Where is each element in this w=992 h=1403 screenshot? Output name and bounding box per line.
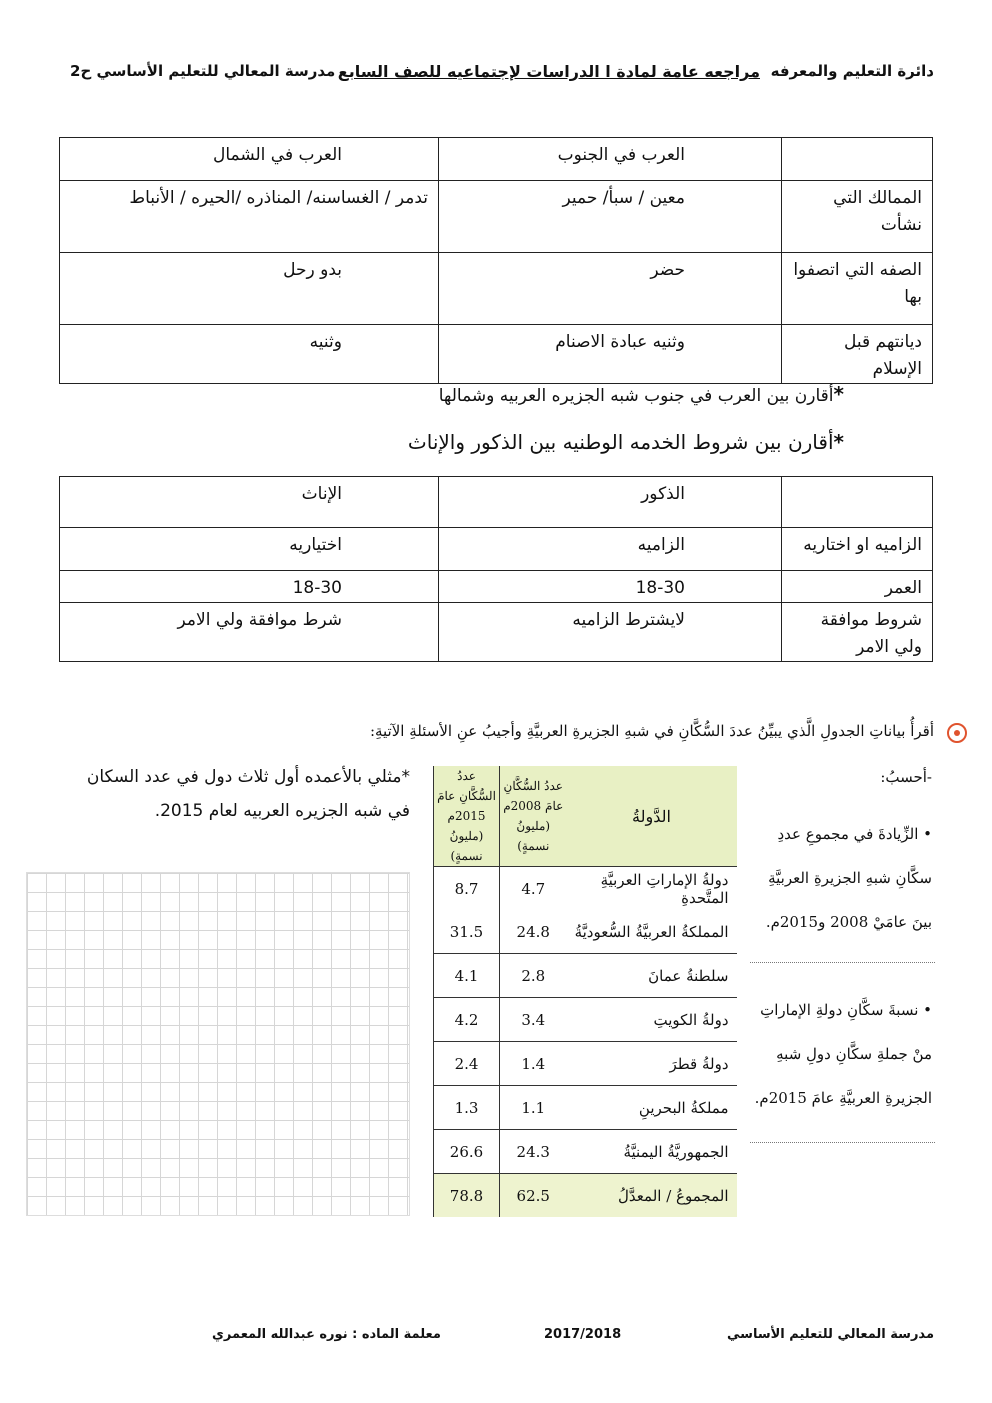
value-2015: 26.6 xyxy=(434,1130,500,1174)
department-name: دائرة التعليم والمعرفه xyxy=(770,62,934,80)
corner-cell xyxy=(782,477,933,528)
row-label: ديانتهم قبل الإسلام xyxy=(782,325,933,384)
table-row xyxy=(60,603,933,662)
value-2008: 24.8 xyxy=(500,910,567,954)
footer-teacher: معلمة الماده : نوره عبدالله المعمري xyxy=(212,1327,441,1342)
col-header-north: العرب في الشمال xyxy=(60,138,439,181)
cell-female: 18-30 xyxy=(60,571,439,603)
chart-task: *مثلي بالأعمده أول ثلاث دول في عدد السكان في شبه الجزيره العربيه لعام 2015. xyxy=(86,767,410,821)
col-header-female: الإناث xyxy=(60,477,439,528)
country-name: مملكةُ البحرينِ xyxy=(567,1086,737,1130)
footer-year: 2017/2018 xyxy=(544,1327,622,1342)
col-header-2015: عددُ السُّكَّانِ عامَ 2015م (مليونُ نسمةٍ) xyxy=(434,766,500,867)
col-header-south: العرب في الجنوب xyxy=(439,138,782,181)
value-2008: 1.1 xyxy=(500,1086,567,1130)
calc-question-1: • الزِّيادةَ في مجموعِ عددِ سكَّانِ شبهِ الجزيرةِ العربيَّةِ بينَ عامَيْ 2008 و2015م. xyxy=(765,825,932,931)
value-2008: 1.4 xyxy=(500,1042,567,1086)
cell-south: حضر xyxy=(439,253,782,325)
cell-north: وثنيه xyxy=(60,325,439,384)
cell-north: بدو رحل xyxy=(60,253,439,325)
corner-cell xyxy=(782,138,933,181)
answer-line xyxy=(750,1142,935,1143)
row-label: الصفه التي اتصفوا بها xyxy=(782,253,933,325)
total-label: المجموعُ / المعدَّلُ xyxy=(567,1174,737,1218)
value-2008: 3.4 xyxy=(500,998,567,1042)
col-header-country: الدَّولةُ xyxy=(567,766,737,867)
country-name: سلطنةُ عمانَ xyxy=(567,954,737,998)
cell-north: تدمر / الغساسنه/ المناذره /الحيره / الأنباط xyxy=(60,181,439,253)
table-row xyxy=(434,998,737,1042)
graph-paper[interactable] xyxy=(26,872,410,1216)
calc-question-2: • نسبةَ سكَّانِ دولةِ الإماراتِ منْ جملةِ سكَّانِ دولِ شبهِ الجزيرةِ العربيَّةِ عامَ 2015م. xyxy=(754,1001,932,1107)
question-2: *أقارن بين شروط الخدمه الوطنيه بين الذكور والإناث xyxy=(407,430,844,454)
cell-male: 18-30 xyxy=(439,571,782,603)
col-header-2008: عددُ السُّكَّانِ عامَ 2008م (مليونُ نسمةٍ) xyxy=(500,766,567,867)
country-name: دولةُ الإماراتِ العربيَّةِ المتَّحدةِ xyxy=(600,870,729,907)
value-2015: 31.5 xyxy=(434,910,500,954)
cell-male: لايشترط الزاميه xyxy=(439,603,782,662)
value-2008: 4.7 xyxy=(500,867,567,911)
table-row xyxy=(60,528,933,571)
table-row xyxy=(60,325,933,384)
country-name: دولةُ الكويتِ xyxy=(567,998,737,1042)
table-row xyxy=(60,571,933,603)
cell-male: الزاميه xyxy=(439,528,782,571)
table-row xyxy=(60,181,933,253)
table-row xyxy=(434,867,737,911)
value-2015: 4.2 xyxy=(434,998,500,1042)
country-name: الجمهوريَّةُ اليمنيَّةُ xyxy=(567,1130,737,1174)
value-2015: 2.4 xyxy=(434,1042,500,1086)
country-name: المملكةُ العربيَّةُ السُّعوديَّةُ xyxy=(567,910,737,954)
table-row xyxy=(60,253,933,325)
activity-instruction: أقرأُ بياناتِ الجدولِ الَّذي يبيِّنُ عددَ السُّكَّانِ في شبهِ الجزيرةِ العربيَّةِ وأجيبُ عنِ الأسئلةِ الآتيةِ: xyxy=(369,722,934,740)
row-label: الممالك التي نشأت xyxy=(782,181,933,253)
value-2008: 2.8 xyxy=(500,954,567,998)
cell-south: معين / سبأ/ حمير xyxy=(439,181,782,253)
table-row-total xyxy=(434,1174,737,1218)
population-table xyxy=(433,766,737,1217)
value-2015: 8.7 xyxy=(434,867,500,911)
national-service-table xyxy=(59,476,933,662)
value-2015: 1.3 xyxy=(434,1086,500,1130)
table-row xyxy=(434,1086,737,1130)
country-name: دولةُ قطرَ xyxy=(567,1042,737,1086)
cell-south: وثنيه عبادة الاصنام xyxy=(439,325,782,384)
table-row xyxy=(434,1130,737,1174)
school-name: مدرسة المعالي للتعليم الأساسي ح2 xyxy=(70,62,336,80)
row-label: الزاميه او اختاريه xyxy=(782,528,933,571)
cell-female: اختياريه xyxy=(60,528,439,571)
arabs-comparison-table xyxy=(59,137,933,384)
answer-line xyxy=(750,962,935,963)
question-1: *أقارن بين العرب في جنوب شبه الجزيره العربيه وشمالها xyxy=(438,382,844,406)
footer-school: مدرسة المعالي للتعليم الأساسي xyxy=(727,1327,934,1342)
table-row xyxy=(434,1042,737,1086)
value-2008: 24.3 xyxy=(500,1130,567,1174)
value-2015: 4.1 xyxy=(434,954,500,998)
row-label: العمر xyxy=(782,571,933,603)
table-row xyxy=(434,954,737,998)
total-2008: 62.5 xyxy=(500,1174,567,1218)
cell-female: شرط موافقة ولي الامر xyxy=(60,603,439,662)
col-header-male: الذكور xyxy=(439,477,782,528)
table-row xyxy=(434,910,737,954)
page-title: مراجعه عامة لمادة ا الدراسات لإجتماعيه للصف السابع xyxy=(337,62,760,81)
calc-label: -أحسبُ: xyxy=(880,768,932,786)
row-label: شروط موافقة ولي الامر xyxy=(782,603,933,662)
target-bullet-icon xyxy=(947,723,967,743)
total-2015: 78.8 xyxy=(434,1174,500,1218)
